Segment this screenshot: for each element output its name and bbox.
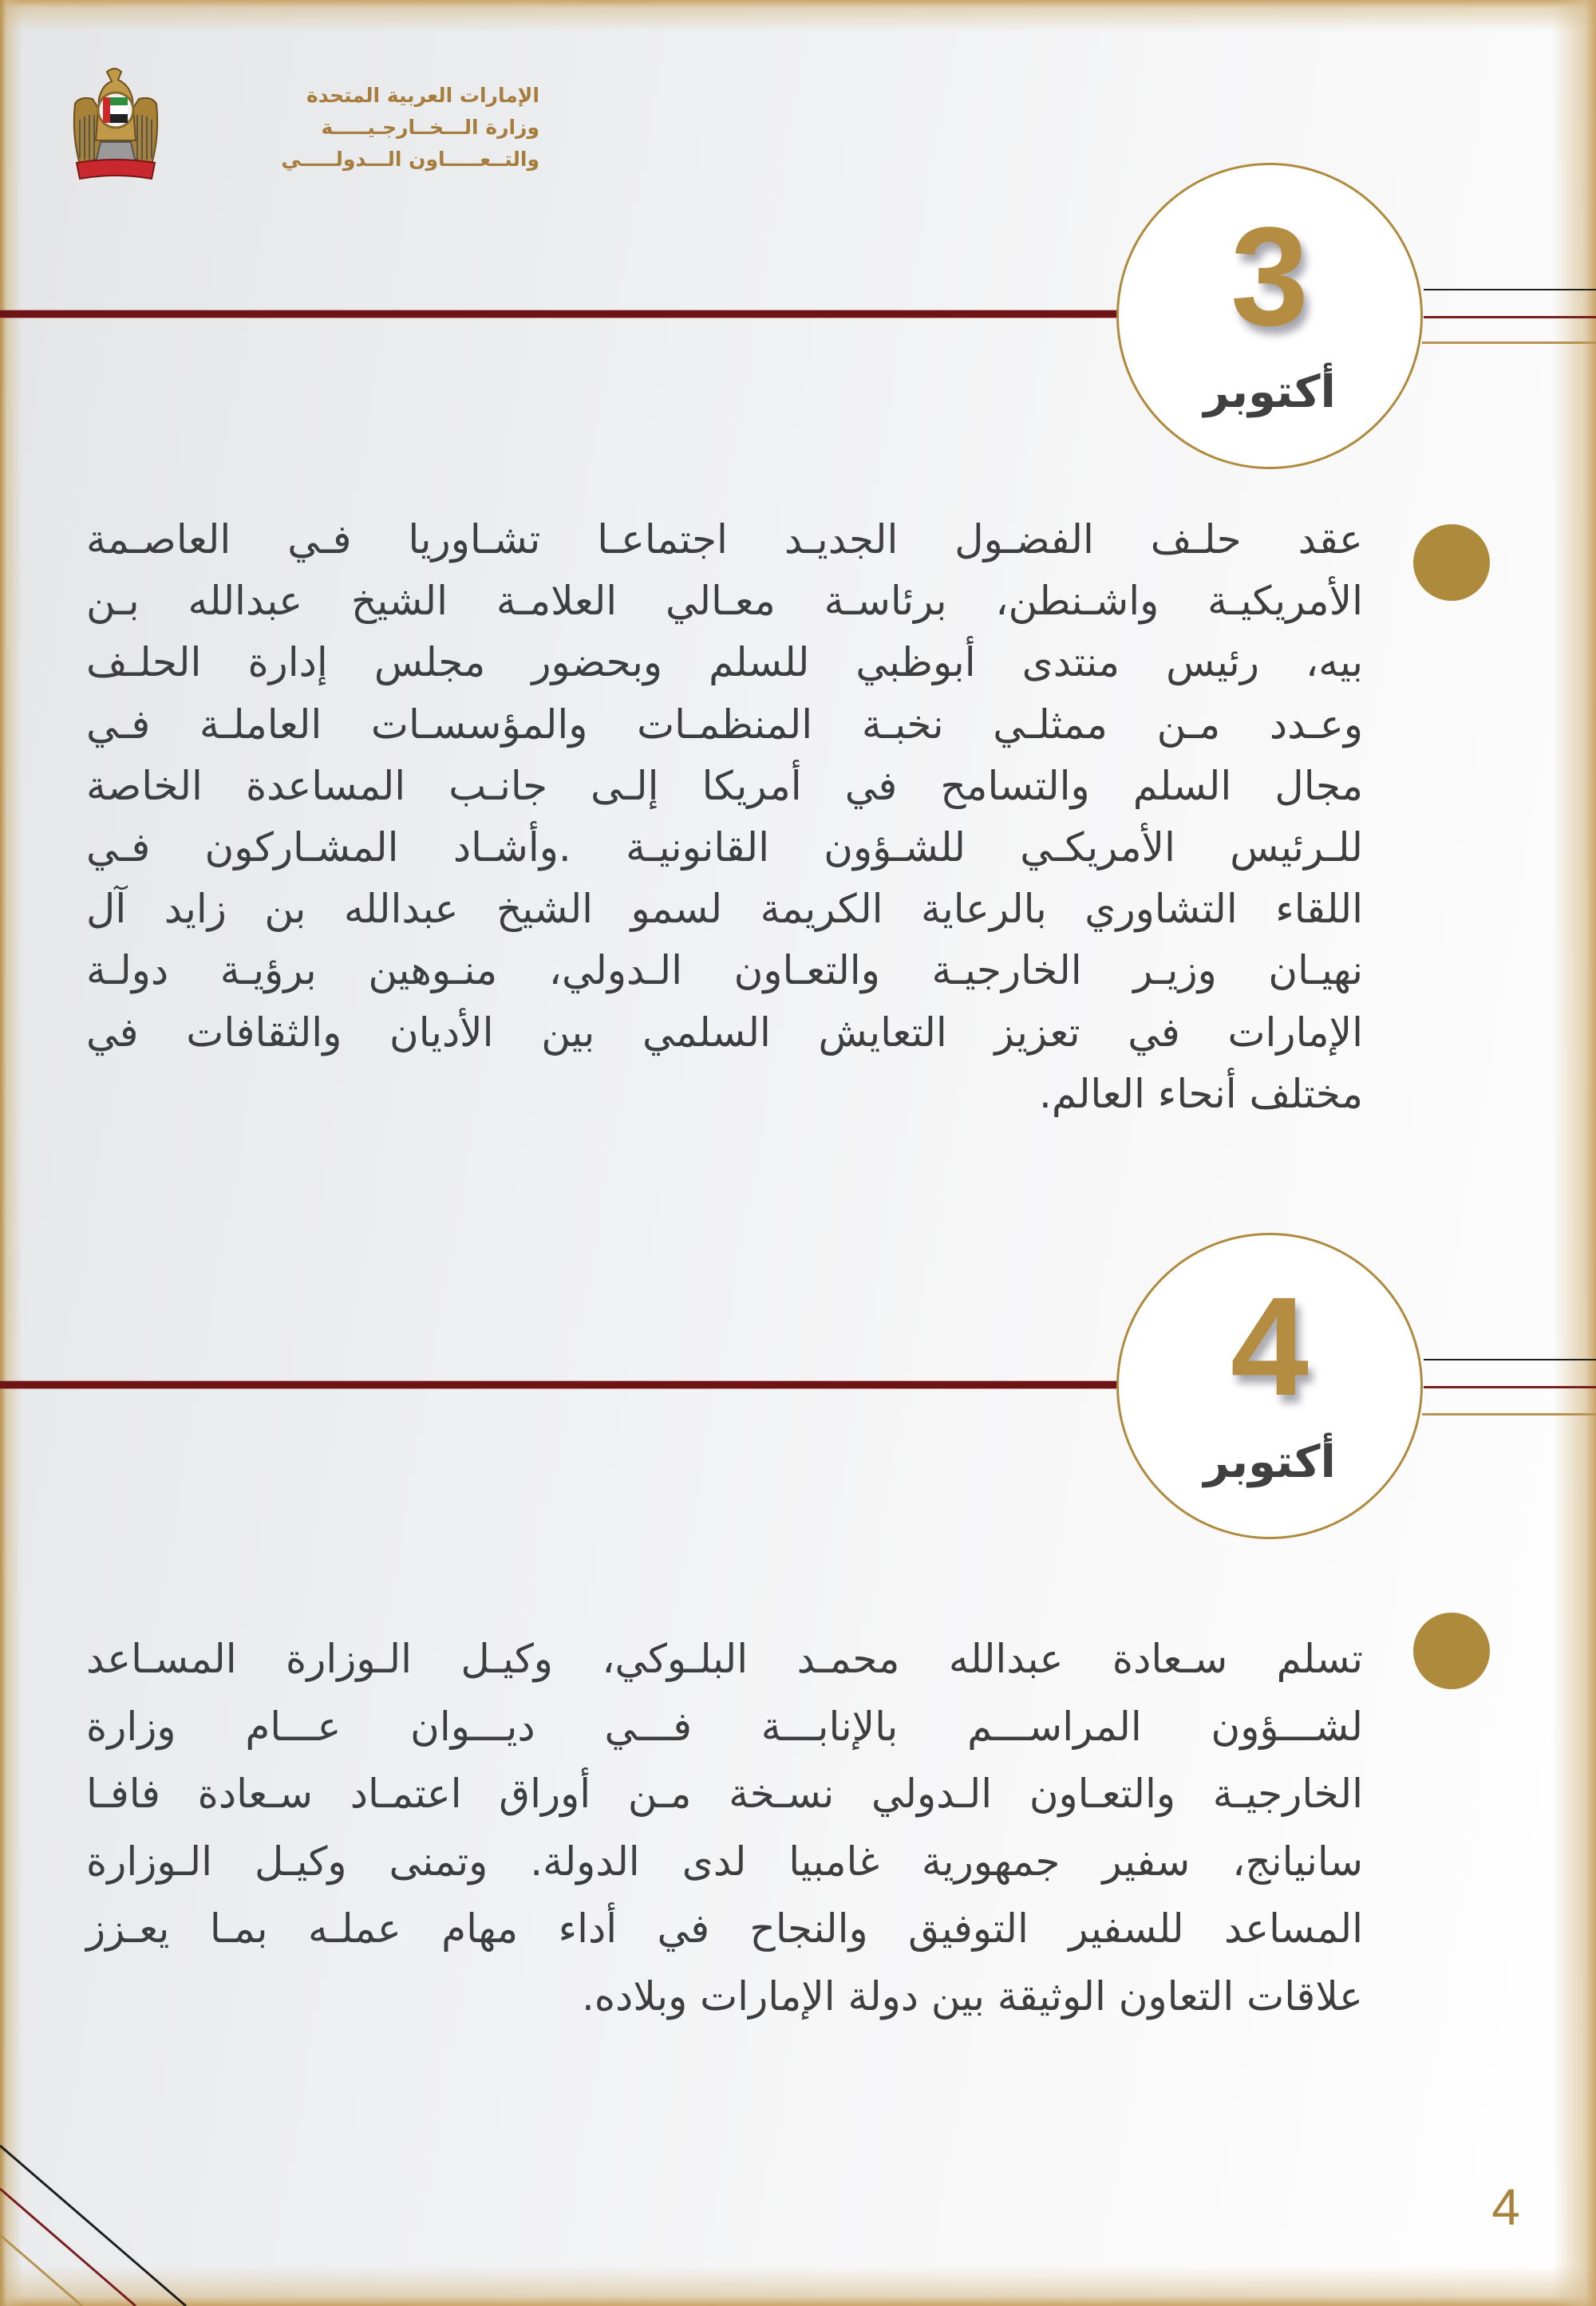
paragraph-line: نهيـان وزيـر الخارجيـة والتعـاون الـدولي، منـوهين برؤيـة دولـة <box>86 947 1363 994</box>
section-divider-right-red <box>1424 1386 1596 1388</box>
page-frame-bottom <box>0 2266 1596 2306</box>
paragraph-line: الأمريكيـة واشـنطن، برئاسـة معـالي العلامـة الشيخ عبدالله بـن <box>86 578 1363 625</box>
corner-decoration-lines <box>0 2130 207 2306</box>
section-divider-right-gold <box>1422 1413 1596 1416</box>
section-divider-left <box>0 310 1117 318</box>
paragraph-line: الخارجيـة والتعـاون الـدولي نسـخة مـن أوراق اعتمـاد سـعادة فافـا <box>86 1771 1363 1817</box>
uae-coat-of-arms-icon <box>69 64 163 185</box>
logo-line-country: الإمارات العربية المتحدة <box>306 84 539 107</box>
page-frame-left <box>0 0 22 2306</box>
date-month: أكتوبر <box>1203 366 1336 418</box>
section-divider-right-black <box>1424 289 1596 290</box>
page-frame-top <box>0 0 1596 32</box>
section-divider-left <box>0 1381 1117 1388</box>
paragraph-line: سانيانج، سفير جمهورية غامبيا لدى الدولة. وتمنى وكيـل الـوزارة <box>86 1838 1363 1885</box>
page-number: 4 <box>1491 2178 1520 2236</box>
date-month: أكتوبر <box>1203 1436 1336 1488</box>
paragraph-line: مختلف أنحاء العالم. <box>1039 1070 1363 1117</box>
gold-bullet-icon <box>1413 524 1490 601</box>
paragraph-line: اللقاء التشاوري بالرعاية الكريمة لسمو الشيخ عبدالله بن زايد آل <box>86 886 1363 933</box>
date-badge <box>1116 1233 1423 1539</box>
news-paragraph <box>86 509 1363 1125</box>
paragraph-line: المساعد للسفير التوفيق والنجاح في أداء مهام عملـه بمـا يعـزز <box>86 1905 1363 1952</box>
paragraph-line: لشـــؤون المراســـم بالإنابـــة فـــي ديـــوان عـــام وزارة <box>86 1703 1363 1750</box>
paragraph-line: الإمارات في تعزيز التعايش السلمي بين الأديان والثقافات في <box>86 1009 1363 1056</box>
section-divider-right-black <box>1424 1359 1596 1360</box>
paragraph-line: بيه، رئيس منتدى أبوظبي للسلم وبحضور مجلس إدارة الحلـف <box>86 639 1363 686</box>
logo-line-cooperation: والتــعـــــاون الـــدولـــــي <box>281 148 539 171</box>
ministry-logo <box>69 64 547 192</box>
date-day: 3 <box>1231 199 1309 355</box>
paragraph-line: وعـدد مـن ممثلـي نخبـة المنظمـات والمؤسسـات العاملـة فـي <box>86 701 1363 748</box>
paragraph-line: تسلم سـعادة عبدالله محمـد البلـوكي، وكيـل الـوزارة المسـاعد <box>86 1636 1363 1682</box>
section-divider-right-red <box>1424 316 1596 318</box>
gold-bullet-icon <box>1413 1613 1490 1689</box>
ministry-name <box>180 80 539 176</box>
section-divider-right-gold <box>1422 342 1596 344</box>
news-paragraph <box>86 1625 1363 2030</box>
logo-line-ministry: وزارة الـــخــارجـيـــــة <box>321 116 539 139</box>
paragraph-line: مجال السلم والتسامح في أمريكا إلـى جانـب المساعدة الخاصة <box>86 762 1363 809</box>
date-day: 4 <box>1231 1269 1309 1425</box>
paragraph-line: علاقات التعاون الوثيقة بين دولة الإمارات وبلاده. <box>581 1972 1363 2020</box>
date-badge <box>1116 163 1423 469</box>
paragraph-line: عقد حلـف الفضـول الجديـد اجتماعـا تشـاوريا فـي العاصـمة <box>86 516 1363 563</box>
page-frame-right <box>1552 0 1596 2306</box>
paragraph-line: للـرئيس الأمريكـي للشـؤون القانونيـة .وأشـاد المشـاركون فـي <box>86 824 1363 871</box>
